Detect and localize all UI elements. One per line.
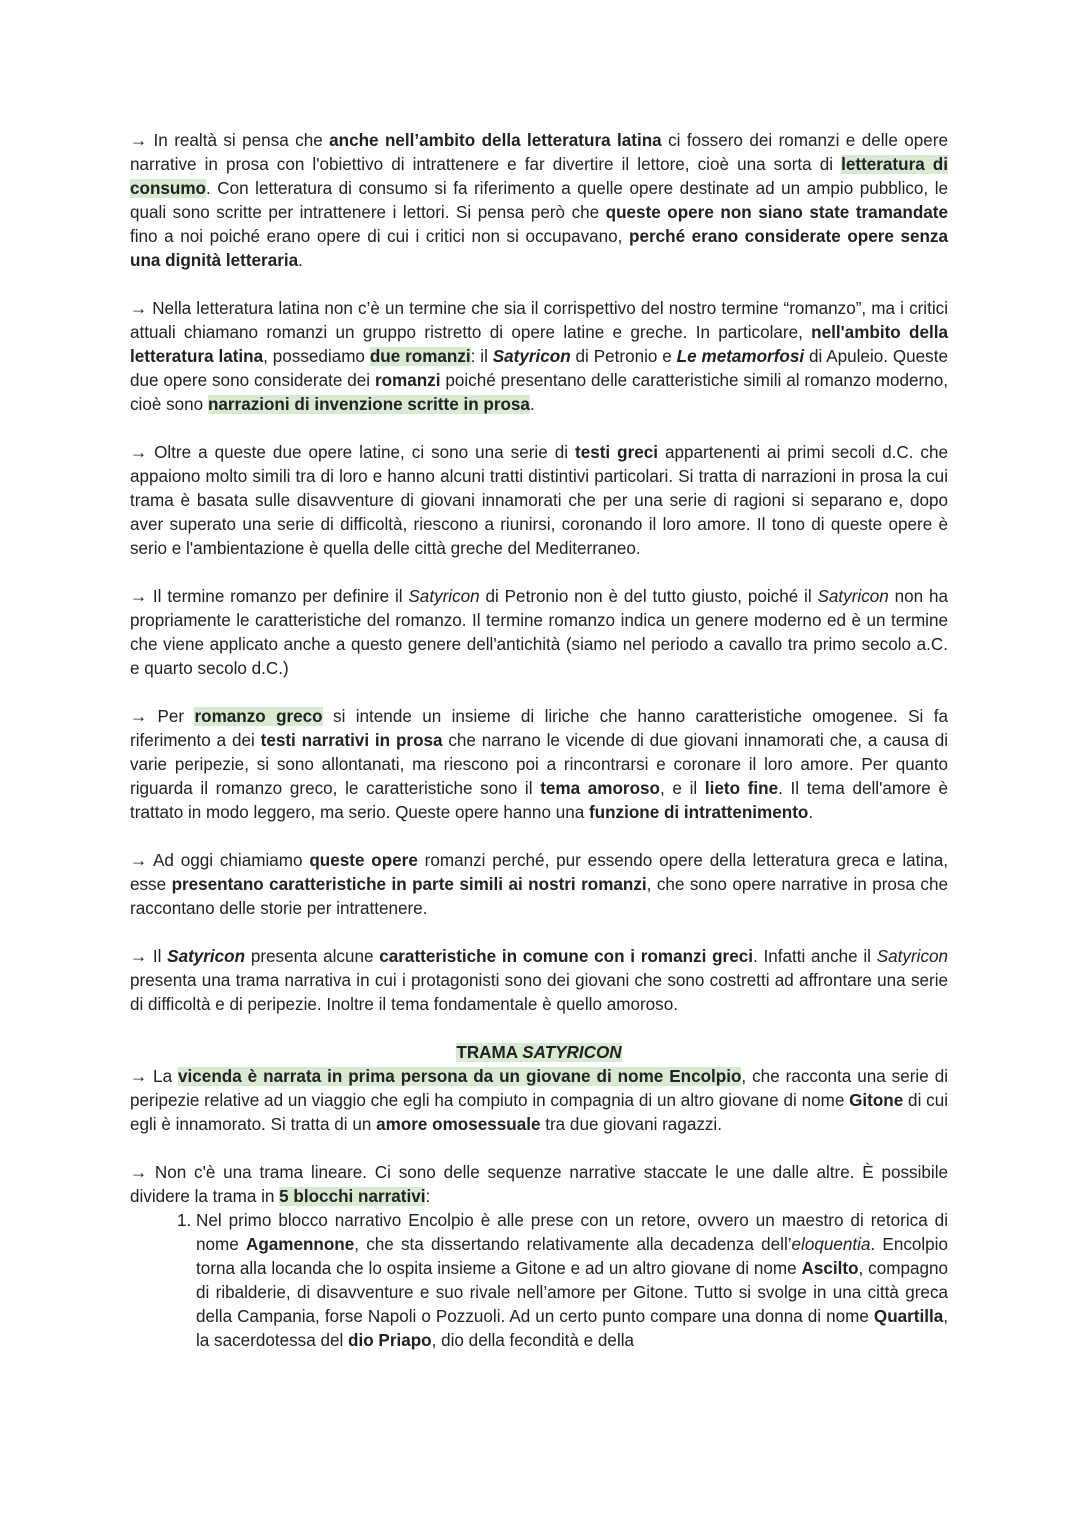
text-run: 5 blocchi narrativi (279, 1187, 426, 1206)
text-run: → Per (130, 707, 195, 726)
text-run: testi greci (575, 443, 659, 462)
text-run: Agamennone (245, 1235, 355, 1254)
text-run: tra due giovani ragazzi. (540, 1115, 722, 1134)
text-run: , che racconta una serie di peripezie relative ad un viaggio che egli ha compiuto in compagnia di un altro giovane di nome (130, 1067, 948, 1110)
text-run: presenta alcune (245, 947, 380, 966)
text-run: , che sono opere narrative in prosa che raccontano delle storie per intrattenere. (130, 875, 948, 918)
list-item (196, 1209, 948, 1353)
section-title (130, 1041, 948, 1065)
paragraph (130, 1065, 948, 1137)
text-run: Satyricon (492, 347, 571, 366)
paragraph (130, 129, 948, 273)
text-run: amore omosessuale (376, 1115, 541, 1134)
text-run: si intende un insieme di liriche che hanno caratteristiche omogenee. Si fa riferimento a dei (130, 707, 948, 750)
text-run: caratteristiche in comune con i romanzi greci (379, 947, 753, 966)
section-title-italic: SATYRICON (522, 1043, 622, 1062)
text-run: di Petronio non è del tutto giusto, poiché il (479, 587, 818, 606)
text-run: testi narrativi in prosa (260, 731, 443, 750)
text-run: . (529, 395, 535, 414)
text-run: Satyricon (817, 587, 889, 606)
text-run: Quartilla (873, 1307, 944, 1326)
text-run: romanzi perché, pur essendo opere della letteratura greca e latina, esse (130, 851, 948, 894)
text-run: queste opere non siano state tramandate (605, 203, 948, 222)
paragraph (130, 705, 948, 825)
text-run: tema amoroso (540, 779, 660, 798)
text-run: nell'ambito della letteratura latina (130, 323, 948, 366)
text-run: , e il (659, 779, 705, 798)
text-run: → Oltre a queste due opere latine, ci sono una serie di (130, 443, 576, 462)
text-run: → Il (130, 947, 168, 966)
text-run: eloquentia (791, 1235, 871, 1254)
text-run: Le metamorfosi (676, 347, 805, 366)
paragraph (130, 1161, 948, 1209)
paragraph (130, 585, 948, 681)
text-run: , che sta dissertando relativamente alla decadenza dell’ (354, 1235, 792, 1254)
text-run: due romanzi (369, 347, 471, 366)
text-run: letteratura di consumo (130, 155, 948, 198)
document-page (130, 129, 948, 1353)
text-run: Nel primo blocco narrativo Encolpio è alle prese con un retore, ovvero un maestro di retorica di nome (196, 1211, 948, 1254)
text-run: , compagno di ribalderie, di disavventure e suo rivale nell’amore per Gitone. Tutto si svolge in una città greca della Campania, forse Napoli o Pozzuoli. Ad un certo punto compare una donna di nome (196, 1259, 949, 1326)
text-run: dio Priapo (348, 1331, 432, 1350)
text-run: ci fossero dei romanzi e delle opere narrative in prosa con l'obiettivo di intrattenere e far divertire il lettore, cioè una sorta di (130, 131, 948, 174)
text-run: Satyricon (167, 947, 246, 966)
section-title-plain: TRAMA (456, 1043, 523, 1062)
text-run: funzione di intrattenimento (588, 803, 809, 822)
text-run: . Con letteratura di consumo si fa riferimento a quelle opere destinate ad un ampio pubblico, le quali sono scritte per intrattenere i lettori. Si pensa però che (130, 179, 948, 222)
text-run: . Encolpio torna alla locanda che lo ospita insieme a Gitone e ad un altro giovane di nome (196, 1235, 948, 1278)
text-run: . Infatti anche il (752, 947, 877, 966)
text-run: Satyricon (408, 587, 480, 606)
intro-section (130, 129, 948, 1017)
text-run: anche nell’ambito della letteratura latina (329, 131, 662, 150)
text-run: di Apuleio. Queste due opere sono considerate dei (130, 347, 948, 390)
paragraph (130, 849, 948, 921)
paragraph (130, 945, 948, 1017)
text-run: , dio della fecondità e della (431, 1331, 635, 1350)
text-run: romanzo greco (194, 707, 323, 726)
text-run: Satyricon (876, 947, 949, 966)
text-run: → Non c'è una trama lineare. Ci sono delle sequenze narrative staccate le une dalle altre. È possibile dividere la trama in (130, 1163, 948, 1206)
text-run: . (808, 803, 814, 822)
text-run: → La (130, 1067, 179, 1086)
text-run: appartenenti ai primi secoli d.C. che appaiono molto simili tra di loro e hanno alcuni tratti distintivi particolari. Si tratta di narrazioni in prosa la cui trama è basata sulle disavventure di giovani innamorati che per una serie di ragioni si separano e, dopo aver superato una serie di difficoltà, riescono a riunirsi, coronando il loro amore. Il tono di queste opere è serio e l'ambientazione è quella delle città greche del Mediterraneo. (130, 443, 948, 558)
text-run: , la sacerdotessa del (196, 1307, 948, 1350)
text-run: : il (470, 347, 493, 366)
text-run: → In realtà si pensa che (130, 131, 330, 150)
text-run: poiché presentano delle caratteristiche simili al romanzo moderno, cioè sono (130, 371, 948, 414)
text-run: di cui egli è innamorato. Si tratta di un (130, 1091, 949, 1134)
text-run: queste opere (309, 851, 418, 870)
text-run: di Petronio e (570, 347, 677, 366)
text-run: presenta una trama narrativa in cui i protagonisti sono dei giovani che sono costretti ad affrontare una serie di difficoltà e di peripezie. Inoltre il tema fondamentale è quello amoroso. (130, 971, 948, 1014)
text-run: lieto fine (704, 779, 779, 798)
text-run: → Nella letteratura latina non c’è un termine che sia il corrispettivo del nostro termine “romanzo”, ma i critici attuali chiamano romanzi un gruppo ristretto di opere latine e greche. In particolare, (130, 299, 948, 342)
text-run: che narrano le vicende di due giovani innamorati che, a causa di varie peripezie, si sono allontanati, ma riescono poi a rincontrarsi e coronare il loro amore. Per quanto riguarda il romanzo greco, le caratteristiche sono il (130, 731, 949, 798)
text-run: narrazioni di invenzione scritte in prosa (207, 395, 530, 414)
text-run: fino a noi poiché erano opere di cui i critici non si occupavano, (130, 227, 630, 246)
plot-section (130, 1065, 948, 1209)
text-run: perché erano considerate opere senza una dignità letteraria (130, 227, 948, 270)
text-run: , possediamo (263, 347, 370, 366)
paragraph (130, 297, 948, 417)
text-run: . (298, 251, 303, 270)
text-run: . Il tema dell'amore è trattato in modo leggero, ma serio. Queste opere hanno una (130, 779, 948, 822)
paragraph (130, 441, 948, 561)
text-run: Gitone (849, 1091, 904, 1110)
text-run: romanzi (374, 371, 441, 390)
text-run: presentano caratteristiche in parte simili ai nostri romanzi (171, 875, 647, 894)
text-run: : (425, 1187, 431, 1206)
text-run: → Il termine romanzo per definire il (130, 587, 409, 606)
text-run: vicenda è narrata in prima persona da un giovane di nome Encolpio (178, 1067, 742, 1086)
text-run: → Ad oggi chiamiamo (130, 851, 310, 870)
narrative-blocks-list (130, 1209, 948, 1353)
text-run: Ascilto (801, 1259, 859, 1278)
text-run: non ha propriamente le caratteristiche del romanzo. Il termine romanzo indica un genere moderno ed è un termine che viene applicato anche a questo genere dell'antichità (siamo nel periodo a cavallo tra primo secolo a.C. e quarto secolo d.C.) (130, 587, 948, 678)
